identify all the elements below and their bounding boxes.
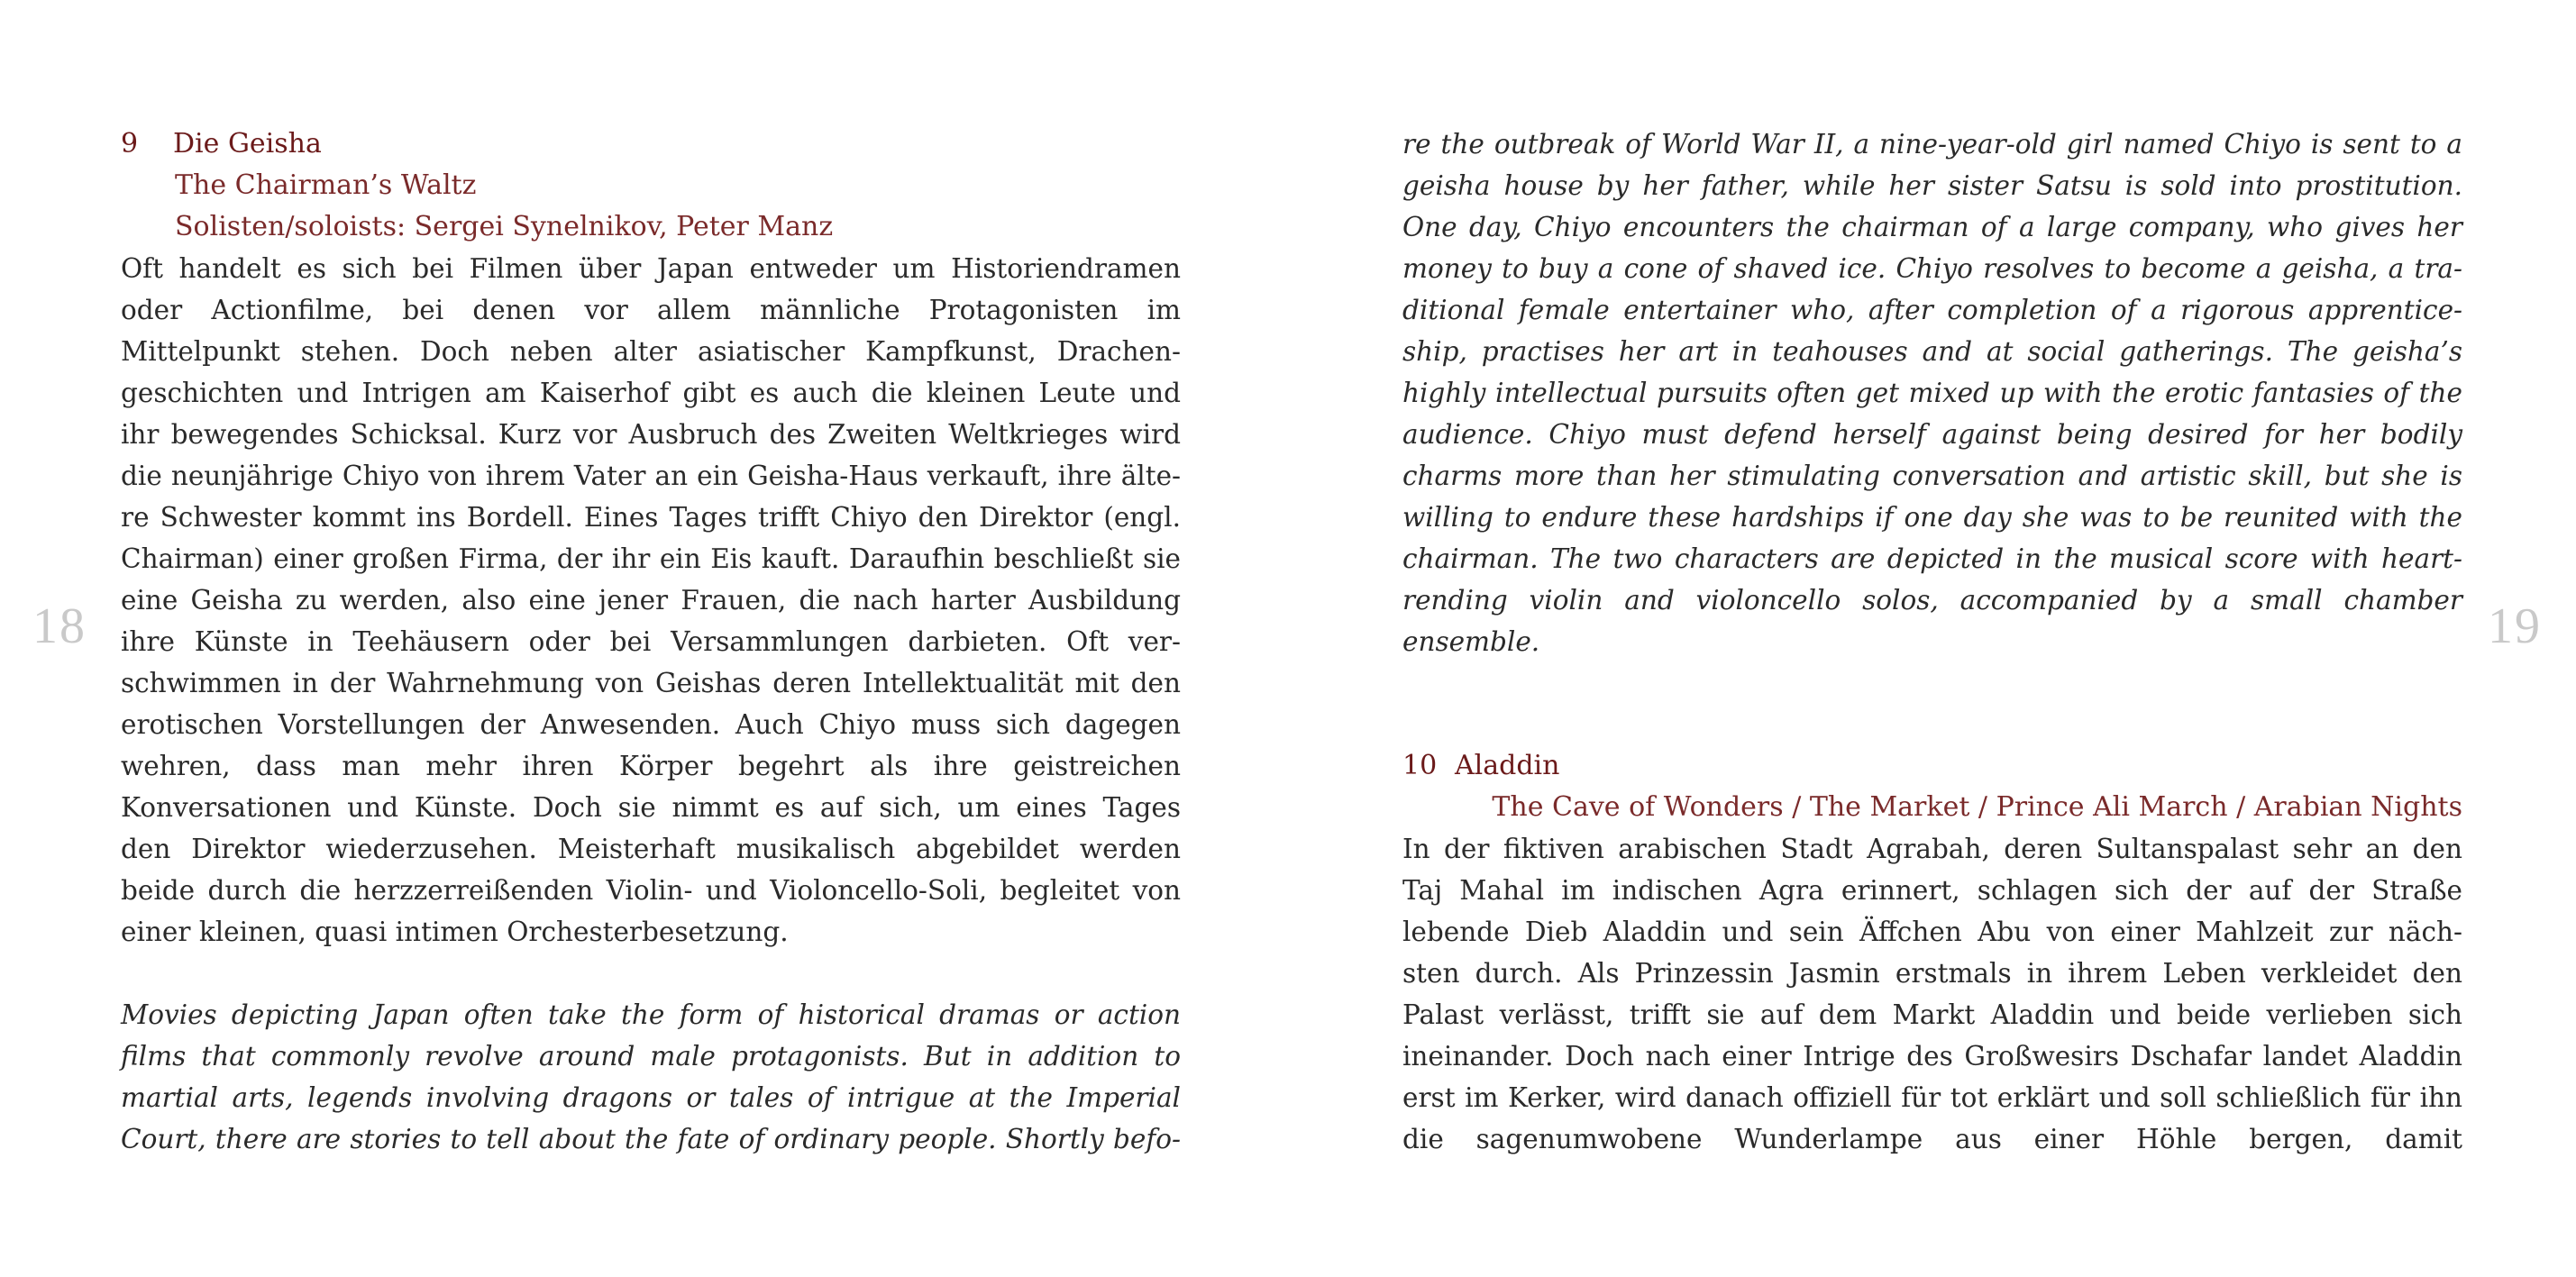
track-9-german-text [121,248,1181,953]
text-line: ship, practises her art in teahouses and at social gatherings. The geisha’s [1402,336,2462,367]
text-line: audience. Chiyo must defend herself against being desired for her bodily [1402,419,2462,450]
page-number-left: 18 [32,598,87,654]
text-line: eine Geisha zu werden, also eine jener Frauen, die nach harter Ausbildung [121,585,1181,616]
track-10-german-text [1402,828,2462,1160]
text-line: Court, there are stories to tell about the fate of ordinary people. Shortly befo- [121,1124,1181,1154]
text-line: die sagenumwobene Wunderlampe aus einer Höhle bergen, damit [1402,1124,2462,1154]
text-line: martial arts, legends involving dragons or tales of intrigue at the Imperial [121,1082,1181,1113]
text-line: Konversationen und Künste. Doch sie nimmt es auf sich, um eines Tages [121,792,1181,823]
text-line: erotischen Vorstellungen der Anwesenden. Auch Chiyo muss sich dagegen [121,709,1181,740]
track-9-number: 9 [121,128,139,160]
track-9-soloists: Solisten/soloists: Sergei Synelnikov, Peter Manz [175,211,834,242]
text-line: sten durch. Als Prinzessin Jasmin erstmals in ihrem Leben verkleidet den [1402,958,2462,989]
track-10-heading [1402,745,2462,787]
text-line: re the outbreak of World War II, a nine-year-old girl named Chiyo is sent to a [1402,129,2462,160]
text-line: erst im Kerker, wird danach offiziell für tot erklärt und soll schließlich für ihn [1402,1082,2462,1113]
text-line: ihr bewegendes Schicksal. Kurz vor Ausbruch des Zweiten Weltkrieges wird [121,419,1181,450]
text-line: Chairman) einer großen Firma, der ihr ein Eis kauft. Daraufhin beschließt sie [121,543,1181,574]
track-9-english-text-part2 [1402,123,2462,662]
track-9-heading [121,123,1181,165]
text-line: One day, Chiyo encounters the chairman of a large company, who gives her [1402,212,2462,242]
text-line: die neunjährige Chiyo von ihrem Vater an ein Geisha-Haus verkauft, ihre älte- [121,461,1181,491]
text-line: oder Actionfilme, bei denen vor allem männliche Protagonisten im [121,295,1181,325]
text-line: wehren, dass man mehr ihren Körper begehrt als ihre geistreichen [121,751,1181,781]
track-9-title: Die Geisha [173,128,322,160]
text-line: money to buy a cone of shaved ice. Chiyo resolves to become a geisha, a tra- [1402,253,2462,284]
track-10-number: 10 [1402,750,1438,781]
track-9-subtitle: The Chairman’s Waltz [175,169,477,201]
text-line: geschichten und Intrigen am Kaiserhof gibt es auch die kleinen Leute und [121,378,1181,408]
text-line: rending violin and violoncello solos, accompanied by a small chamber [1402,585,2462,616]
text-line: willing to endure these hardships if one day she was to be reunited with the [1402,502,2462,533]
page-number-right: 19 [2488,598,2542,654]
text-line: Movies depicting Japan often take the form of historical dramas or action [121,999,1181,1030]
text-line: ensemble. [1402,626,1540,657]
text-line: ihre Künste in Teehäusern oder bei Versammlungen darbieten. Oft ver- [121,626,1181,657]
text-line: den Direktor wiederzusehen. Meisterhaft musikalisch abgebildet werden [121,834,1181,864]
text-line: schwimmen in der Wahrnehmung von Geishas deren Intellektualität mit den [121,668,1181,698]
text-line: lebende Dieb Aladdin und sein Äffchen Abu von einer Mahlzeit zur näch- [1402,917,2462,947]
text-line: In der fiktiven arabischen Stadt Agrabah, deren Sultanspalast sehr an den [1402,834,2462,864]
track-9-english-text-part1 [121,994,1181,1160]
track-10-title: Aladdin [1455,750,1560,781]
text-line: geisha house by her father, while her sister Satsu is sold into prostitution. [1402,170,2462,201]
text-line: re Schwester kommt ins Bordell. Eines Tages trifft Chiyo den Direktor (engl. [121,502,1181,533]
text-line: ditional female entertainer who, after completion of a rigorous apprentice- [1402,295,2462,325]
text-line: Palast verlässt, trifft sie auf dem Markt Aladdin und beide verlieben sich [1402,999,2462,1030]
text-line: ineinander. Doch nach einer Intrige des Großwesirs Dschafar landet Aladdin [1402,1041,2462,1072]
text-line: Taj Mahal im indischen Agra erinnert, schlagen sich der auf der Straße [1402,875,2462,906]
text-line: films that commonly revolve around male protagonists. But in addition to [121,1041,1181,1072]
text-line: highly intellectual pursuits often get mixed up with the erotic fantasies of the [1402,378,2462,408]
text-line: chairman. The two characters are depicted in the musical score with heart- [1402,543,2462,574]
text-line: charms more than her stimulating conversation and artistic skill, but she is [1402,461,2462,491]
text-line: beide durch die herzzerreißenden Violin- und Violoncello-Soli, begleitet von [121,875,1181,906]
text-line: Oft handelt es sich bei Filmen über Japan entweder um Historiendramen [121,253,1181,284]
right-page [1402,123,2462,1160]
track-10-subtitle: The Cave of Wonders / The Market / Prince Ali March / Arabian Nights [1492,791,2462,823]
left-page [121,123,1181,1160]
text-line: einer kleinen, quasi intimen Orchesterbesetzung. [121,917,789,947]
text-line: Mittelpunkt stehen. Doch neben alter asiatischer Kampfkunst, Drachen- [121,336,1181,367]
